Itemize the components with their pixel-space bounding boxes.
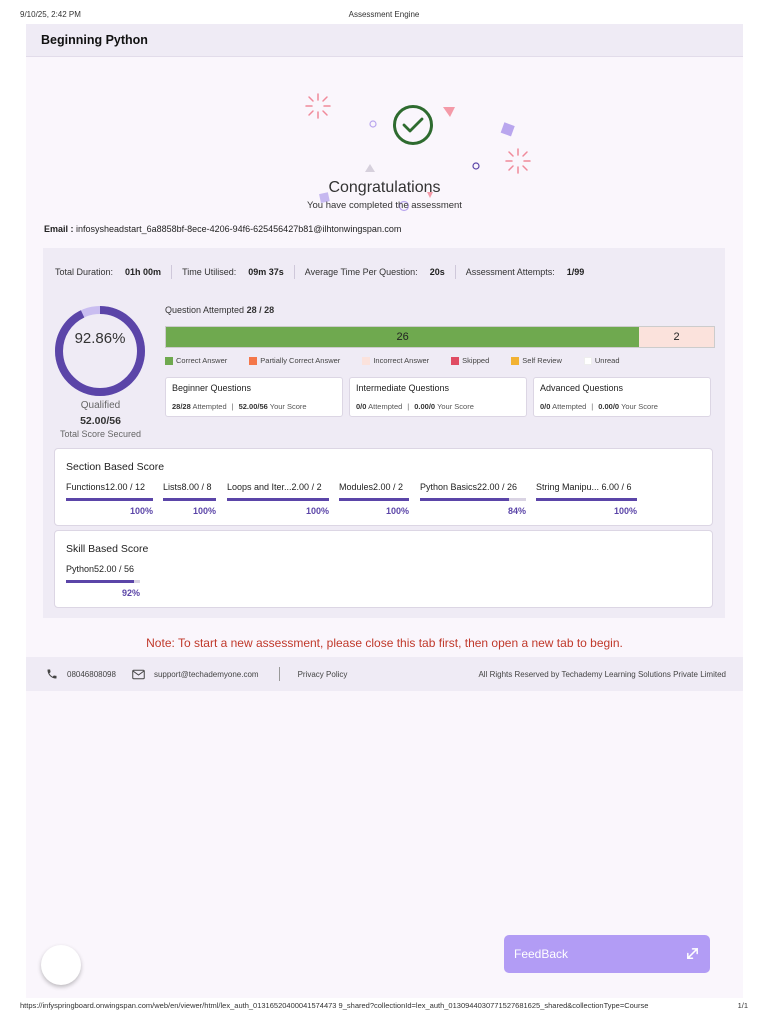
section-progress-fill bbox=[536, 498, 637, 501]
skill-percent: 92% bbox=[121, 588, 140, 598]
chat-bubble-button[interactable] bbox=[41, 945, 81, 985]
assessment-page bbox=[26, 24, 743, 998]
section-progress-track bbox=[163, 498, 216, 501]
section-progress-fill bbox=[66, 498, 153, 501]
legend-swatch bbox=[584, 357, 592, 365]
attempt-bar bbox=[165, 326, 715, 348]
level-score-value: 52.00/56 bbox=[238, 402, 268, 411]
section-score-item bbox=[339, 482, 409, 516]
attempted-value: 28/28 bbox=[172, 402, 191, 411]
legend-item bbox=[249, 356, 340, 365]
advanced-questions-card bbox=[533, 377, 711, 417]
check-icon bbox=[402, 116, 424, 134]
section-score-item bbox=[163, 482, 216, 516]
attempted-label: Attempted bbox=[192, 402, 227, 411]
qualified-status: Qualified bbox=[80, 400, 121, 411]
legend-item bbox=[451, 356, 489, 365]
section-score-title: Section Based Score bbox=[66, 461, 165, 473]
section-percent: 84% bbox=[507, 506, 526, 516]
course-title: Beginning Python bbox=[41, 33, 148, 47]
attempted-value: 0/0 bbox=[540, 402, 551, 411]
section-progress-track bbox=[227, 498, 329, 501]
expand-icon bbox=[685, 946, 700, 961]
correct-segment: 26 bbox=[166, 327, 639, 347]
level-score-label: Your Score bbox=[269, 402, 307, 411]
stat-value: 20s bbox=[429, 267, 445, 277]
legend-item bbox=[165, 356, 227, 365]
confetti-triangle-icon bbox=[442, 105, 456, 119]
section-percent: 100% bbox=[385, 506, 409, 516]
section-name: Lists8.00 / 8 bbox=[163, 482, 212, 492]
top-bar bbox=[26, 24, 743, 57]
stat-divider bbox=[294, 265, 295, 279]
legend-swatch bbox=[165, 357, 173, 365]
stat-divider bbox=[171, 265, 172, 279]
stat-label: Assessment Attempts: bbox=[465, 267, 555, 277]
skill-progress-fill bbox=[66, 580, 134, 583]
section-progress-track bbox=[420, 498, 526, 501]
completed-text: You have completed the assessment bbox=[307, 200, 462, 211]
section-progress-fill bbox=[339, 498, 409, 501]
legend-swatch bbox=[451, 357, 459, 365]
print-url: https://infyspringboard.onwingspan.com/web/en/viewer/html/lex_auth_01316520400041574473 9_shared?collectionId=lex_auth_0130944030771527681625_shared&collectionType=Course bbox=[20, 1001, 649, 1010]
print-title: Assessment Engine bbox=[348, 10, 420, 19]
question-level-title: Beginner Questions bbox=[172, 383, 252, 393]
stats-row bbox=[55, 265, 594, 279]
print-footer bbox=[20, 1001, 748, 1013]
section-name: Loops and Iter...2.00 / 2 bbox=[227, 482, 322, 492]
legend-label: Incorrect Answer bbox=[373, 356, 430, 365]
attempted-label: Attempted bbox=[552, 402, 587, 411]
section-progress-track bbox=[339, 498, 409, 501]
result-panel bbox=[43, 248, 725, 618]
legend-item bbox=[362, 356, 429, 365]
section-name: Modules2.00 / 2 bbox=[339, 482, 404, 492]
mail-icon bbox=[132, 669, 145, 680]
section-name: Functions12.00 / 12 bbox=[66, 482, 146, 492]
score-donut-arc bbox=[59, 310, 141, 392]
section-score-item bbox=[66, 482, 153, 516]
legend-item bbox=[584, 356, 620, 365]
legend-label: Correct Answer bbox=[176, 356, 228, 365]
support-phone[interactable]: 08046808098 bbox=[67, 669, 116, 679]
confetti-circle-icon bbox=[368, 119, 378, 129]
congrats-heading: Congratulations bbox=[328, 179, 441, 196]
level-score-label: Your Score bbox=[621, 402, 658, 411]
level-score-value: 0.00/0 bbox=[414, 402, 436, 411]
print-datetime: 9/10/25, 2:42 PM bbox=[20, 10, 81, 19]
score-donut bbox=[53, 304, 147, 398]
section-progress-fill bbox=[163, 498, 216, 501]
level-score-label: Your Score bbox=[437, 402, 474, 411]
success-check bbox=[393, 105, 433, 145]
stat-divider bbox=[455, 265, 456, 279]
section-score-item bbox=[536, 482, 637, 516]
footer bbox=[26, 657, 743, 691]
incorrect-segment: 2 bbox=[639, 327, 714, 347]
rights-text: All Rights Reserved by Techademy Learning Solutions Private Limited bbox=[478, 669, 726, 679]
section-percent: 100% bbox=[129, 506, 153, 516]
skill-score-card bbox=[54, 530, 713, 608]
legend-item bbox=[511, 356, 562, 365]
skill-progress-track bbox=[66, 580, 140, 583]
confetti-square-icon bbox=[499, 121, 517, 139]
section-progress-fill bbox=[420, 498, 509, 501]
detail-divider: | bbox=[231, 402, 234, 411]
attempted-value: 0/0 bbox=[356, 402, 367, 411]
question-level-title: Advanced Questions bbox=[540, 383, 624, 393]
score-secured: 52.00/56 bbox=[80, 415, 121, 427]
hero bbox=[26, 57, 743, 211]
phone-icon bbox=[46, 668, 58, 680]
legend-label: Partially Correct Answer bbox=[260, 356, 341, 365]
detail-divider: | bbox=[591, 402, 594, 411]
email-line bbox=[44, 224, 401, 234]
legend-swatch bbox=[511, 357, 519, 365]
intermediate-questions-card bbox=[349, 377, 527, 417]
legend bbox=[165, 356, 642, 365]
confetti-triangle-icon bbox=[364, 163, 376, 173]
question-level-detail bbox=[172, 402, 336, 411]
question-level-detail bbox=[540, 402, 704, 411]
legend-swatch bbox=[362, 357, 370, 365]
confetti-burst-icon bbox=[304, 92, 332, 120]
beginner-questions-card bbox=[165, 377, 343, 417]
email-label: Email : bbox=[44, 224, 74, 234]
privacy-policy-link[interactable]: Privacy Policy bbox=[297, 669, 348, 679]
question-attempted-value: 28 / 28 bbox=[246, 305, 275, 315]
legend-label: Self Review bbox=[522, 356, 562, 365]
legend-label: Unread bbox=[594, 356, 620, 365]
score-block bbox=[43, 398, 158, 439]
section-progress-track bbox=[536, 498, 637, 501]
section-percent: 100% bbox=[305, 506, 329, 516]
footer-divider bbox=[279, 667, 280, 681]
section-percent: 100% bbox=[613, 506, 637, 516]
email-value: infosysheadstart_6a8858bf-8ece-4206-94f6-625456427b81@ilhtonwingspan.com bbox=[76, 224, 402, 234]
question-attempted bbox=[165, 305, 274, 315]
score-secured-label: Total Score Secured bbox=[59, 429, 142, 439]
section-progress-fill bbox=[227, 498, 329, 501]
section-percent: 100% bbox=[192, 506, 216, 516]
stat-label: Total Duration: bbox=[55, 267, 114, 277]
skill-name: Python52.00 / 56 bbox=[66, 564, 135, 574]
support-email[interactable]: support@techademyone.com bbox=[153, 669, 259, 679]
question-level-title: Intermediate Questions bbox=[356, 383, 450, 393]
detail-divider: | bbox=[407, 402, 410, 411]
question-level-cards bbox=[165, 377, 711, 417]
section-score-card bbox=[54, 448, 713, 526]
confetti-burst-icon bbox=[504, 147, 532, 175]
section-score-item bbox=[227, 482, 329, 516]
confetti-circle-icon bbox=[471, 161, 481, 171]
stat-label: Time Utilised: bbox=[182, 267, 237, 277]
stat-value: 1/99 bbox=[566, 267, 585, 277]
skill-score-item bbox=[66, 564, 140, 598]
section-name: String Manipu... 6.00 / 6 bbox=[536, 482, 632, 492]
section-name: Python Basics22.00 / 26 bbox=[420, 482, 518, 492]
legend-label: Skipped bbox=[462, 356, 490, 365]
legend-swatch bbox=[249, 357, 257, 365]
skill-score-title: Skill Based Score bbox=[66, 543, 149, 555]
feedback-button[interactable] bbox=[504, 935, 710, 973]
section-progress-track bbox=[66, 498, 153, 501]
attempted-label: Attempted bbox=[368, 402, 403, 411]
level-score-value: 0.00/0 bbox=[598, 402, 620, 411]
section-score-item bbox=[420, 482, 526, 516]
new-assessment-note: Note: To start a new assessment, please close this tab first, then open a new tab to begin. bbox=[146, 636, 623, 650]
question-level-detail bbox=[356, 402, 520, 411]
stat-value: 01h 00m bbox=[125, 267, 162, 277]
question-attempted-label: Question Attempted bbox=[165, 305, 245, 315]
print-page: 1/1 bbox=[737, 1001, 748, 1010]
score-percent: 92.86% bbox=[74, 330, 126, 347]
stat-label: Average Time Per Question: bbox=[304, 267, 418, 277]
feedback-label: FeedBack bbox=[514, 947, 569, 961]
print-header bbox=[20, 10, 748, 22]
stat-value: 09m 37s bbox=[248, 267, 284, 277]
